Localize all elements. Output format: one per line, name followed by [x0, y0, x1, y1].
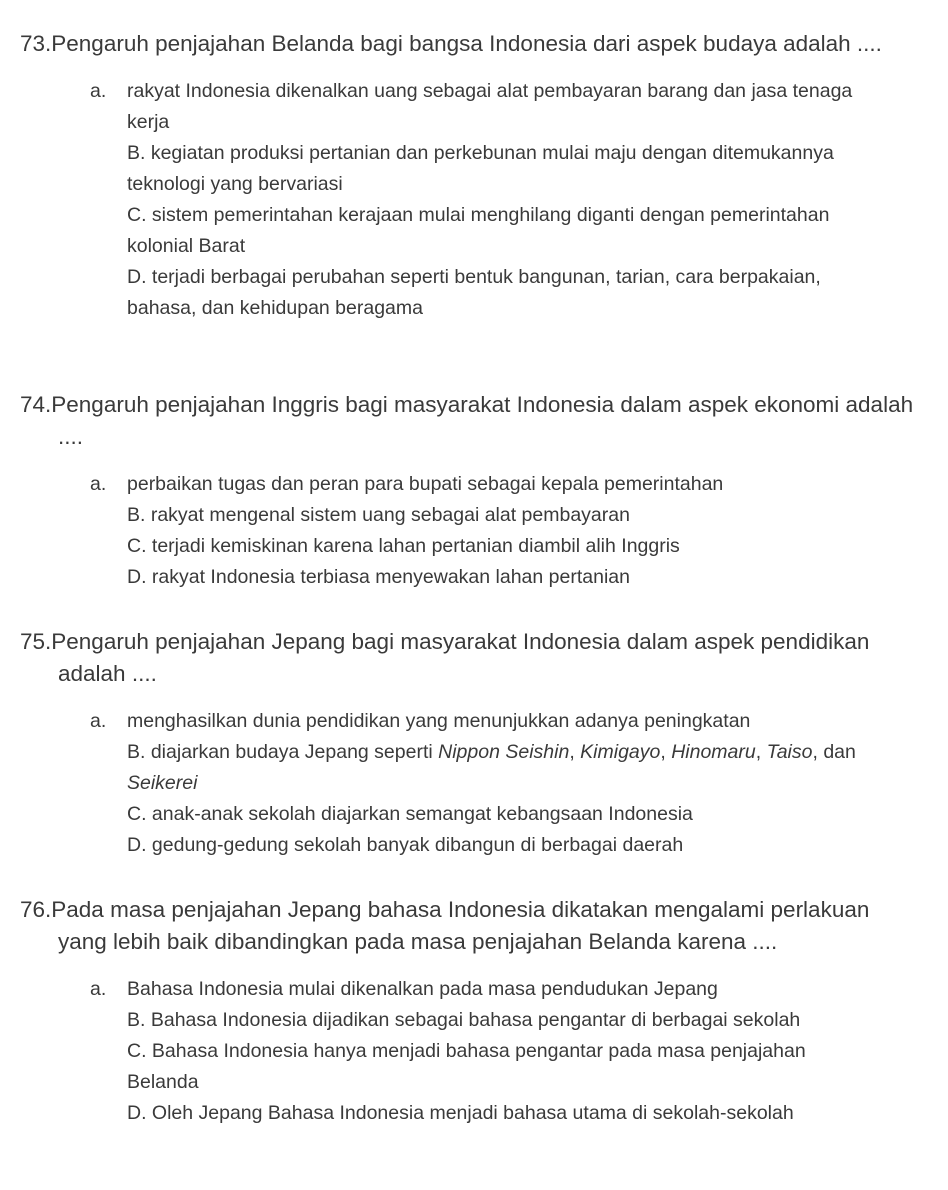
option-text: rakyat Indonesia dikenalkan uang sebagai alat pembayaran barang dan jasa tenaga kerja	[127, 80, 853, 133]
question-text: 76.Pada masa penjajahan Jepang bahasa Indonesia dikatakan mengalami perlakuan yang lebih baik dibandingkan pada masa penjajahan Belanda karena ....	[20, 897, 870, 954]
option-c: C. Bahasa Indonesia hanya menjadi bahasa pengantar pada masa penjajahan Belanda	[127, 1040, 806, 1093]
separator: ,	[660, 741, 672, 763]
option-a	[90, 974, 870, 1005]
question-76	[20, 894, 920, 1129]
italic-term: Kimigayo	[580, 741, 661, 763]
italic-term: Taiso	[766, 741, 813, 763]
option-a	[90, 706, 870, 737]
option-d: D. Oleh Jepang Bahasa Indonesia menjadi bahasa utama di sekolah-sekolah	[127, 1102, 794, 1124]
question-text: 75.Pengaruh penjajahan Jepang bagi masyarakat Indonesia dalam aspek pendidikan adalah ....	[20, 629, 870, 686]
option-letter: a.	[90, 710, 107, 732]
option-list	[20, 974, 870, 1129]
question-text: 73.Pengaruh penjajahan Belanda bagi bangsa Indonesia dari aspek budaya adalah ....	[20, 31, 882, 56]
option-list	[20, 706, 870, 861]
option-d: D. rakyat Indonesia terbiasa menyewakan lahan pertanian	[127, 566, 630, 588]
option-text: Bahasa Indonesia mulai dikenalkan pada masa pendudukan Jepang	[127, 978, 718, 1000]
option-text: menghasilkan dunia pendidikan yang menunjukkan adanya peningkatan	[127, 710, 751, 732]
question-75	[20, 626, 920, 861]
option-d: D. gedung-gedung sekolah banyak dibangun di berbagai daerah	[127, 834, 684, 856]
option-letter: a.	[90, 978, 107, 1000]
option-b: B. rakyat mengenal sistem uang sebagai alat pembayaran	[127, 504, 630, 526]
separator: , dan	[812, 741, 856, 763]
option-d: D. terjadi berbagai perubahan seperti bentuk bangunan, tarian, cara berpakaian, bahasa, dan kehidupan beragama	[127, 266, 821, 319]
option-b: B. kegiatan produksi pertanian dan perkebunan mulai maju dengan ditemukannya teknologi yang bervariasi	[127, 142, 834, 195]
option-letter: a.	[90, 80, 107, 102]
question-73	[20, 28, 920, 324]
option-b: B. Bahasa Indonesia dijadikan sebagai bahasa pengantar di berbagai sekolah	[127, 1009, 801, 1031]
separator: ,	[755, 741, 767, 763]
italic-term: Nippon Seishin	[438, 741, 570, 763]
option-a	[90, 469, 870, 500]
option-a	[90, 76, 870, 138]
option-text: perbaikan tugas dan peran para bupati sebagai kepala pemerintahan	[127, 473, 724, 495]
option-c: C. sistem pemerintahan kerajaan mulai menghilang diganti dengan pemerintahan kolonial Barat	[127, 204, 830, 257]
question-74	[20, 389, 920, 593]
option-b	[90, 737, 870, 799]
option-letter: a.	[90, 473, 107, 495]
separator: ,	[569, 741, 581, 763]
italic-term: Hinomaru	[671, 741, 756, 763]
question-text: 74.Pengaruh penjajahan Inggris bagi masyarakat Indonesia dalam aspek ekonomi adalah ....	[20, 392, 914, 449]
option-text: B. diajarkan budaya Jepang seperti	[127, 741, 433, 763]
italic-term: Seikerei	[127, 772, 198, 794]
option-list	[20, 469, 870, 593]
option-c: C. anak-anak sekolah diajarkan semangat kebangsaan Indonesia	[127, 803, 693, 825]
option-c: C. terjadi kemiskinan karena lahan pertanian diambil alih Inggris	[127, 535, 680, 557]
option-list	[20, 76, 870, 324]
